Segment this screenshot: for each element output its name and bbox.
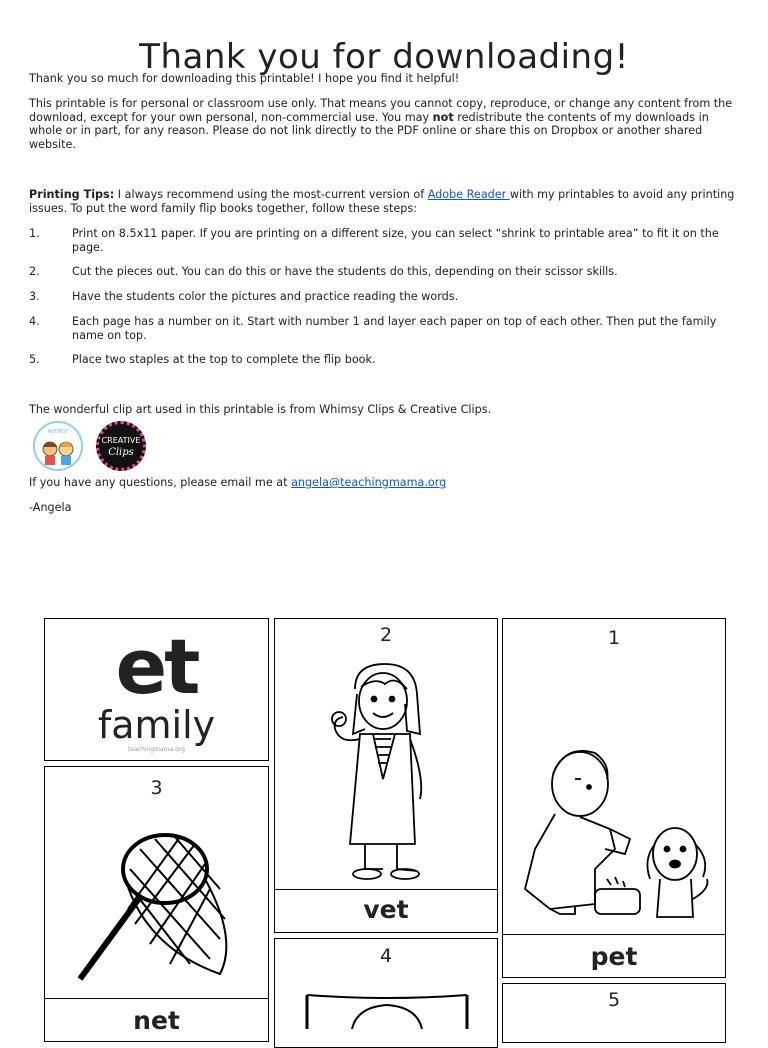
vet-card bbox=[274, 618, 498, 891]
usage-paragraph bbox=[29, 97, 739, 151]
card-word: pet bbox=[590, 942, 638, 971]
card-number: 3 bbox=[150, 777, 163, 799]
step-text: Have the students color the pictures and practice reading the words. bbox=[72, 290, 459, 303]
printing-tips-label: Printing Tips: bbox=[29, 188, 115, 201]
card-number: 1 bbox=[607, 627, 621, 649]
card-number: 2 bbox=[379, 624, 393, 646]
usage-text-2: redistribute the contents of my downloads in whole or in part, for any reason. Please do not link directly to the PDF online or share this on Dropbox or another shared website. bbox=[29, 110, 709, 151]
step-text: Each page has a number on it. Start with number 1 and layer each paper on top of each other. Then put the family name on top. bbox=[72, 315, 717, 342]
step-number: 1. bbox=[29, 227, 40, 240]
whimsy-kids-icon bbox=[35, 423, 81, 469]
step-text: Cut the pieces out. You can do this or have the students do this, depending on their scissor skills. bbox=[72, 265, 618, 278]
tips-text-2: with my printables to avoid any printing issues. To put the word family flip books together, follow these steps: bbox=[29, 188, 735, 215]
tips-text-1: I always recommend using the most-current version of bbox=[114, 188, 428, 201]
clips-logo-text: Clips bbox=[108, 447, 134, 458]
net-word-card bbox=[44, 998, 269, 1042]
step-number: 3. bbox=[29, 290, 40, 303]
clothesline-icon bbox=[297, 989, 477, 1029]
card-word: vet bbox=[363, 895, 409, 924]
step-text: Print on 8.5x11 paper. If you are printing on a different size, you can select “shrink to printable area” to fit it on the page. bbox=[72, 227, 719, 254]
pet-word-card bbox=[502, 934, 726, 978]
usage-text-1: This printable is for personal or classroom use only. That means you cannot copy, reproduce, or change any content from the download, except for your own personal, non-commercial use. You may bbox=[29, 97, 733, 124]
adobe-reader-link[interactable]: Adobe Reader bbox=[427, 188, 510, 201]
email-link[interactable]: angela@teachingmama.org bbox=[291, 476, 447, 489]
family-label: family bbox=[97, 703, 216, 747]
step-number: 4. bbox=[29, 315, 40, 328]
site-watermark: teachingmama.org bbox=[128, 746, 185, 753]
card-5 bbox=[502, 983, 726, 1043]
step-number: 2. bbox=[29, 265, 40, 278]
step-number: 5. bbox=[29, 353, 40, 366]
creative-logo-text: CREATIVE bbox=[101, 436, 141, 445]
contact-text: If you have any questions, please email me at bbox=[29, 476, 292, 489]
butterfly-net-icon bbox=[70, 829, 250, 989]
net-card bbox=[44, 766, 269, 1000]
creative-clips-text-icon bbox=[99, 424, 143, 468]
intro-text: Thank you so much for downloading this printable! I hope you find it helpful! bbox=[29, 72, 460, 85]
usage-bold: not bbox=[432, 110, 454, 124]
vet-word-card bbox=[274, 889, 498, 933]
whimsy-logo-text: WHIMSY bbox=[47, 429, 69, 435]
boy-feeding-dog-icon bbox=[515, 739, 715, 929]
pet-card bbox=[502, 618, 726, 936]
page-title: Thank you for downloading! bbox=[139, 36, 629, 77]
step-text: Place two staples at the top to complete the flip book. bbox=[72, 353, 376, 366]
signoff-text: -Angela bbox=[29, 501, 72, 514]
card-word: net bbox=[133, 1006, 180, 1035]
printing-tips-paragraph bbox=[29, 188, 739, 215]
card-number: 4 bbox=[379, 945, 393, 967]
contact-paragraph bbox=[29, 476, 739, 490]
credits-text: The wonderful clip art used in this printable is from Whimsy Clips & Creative Clips. bbox=[29, 403, 492, 416]
creative-clips-logo bbox=[96, 421, 146, 471]
whimsy-clips-logo bbox=[33, 421, 83, 471]
family-card bbox=[44, 618, 269, 761]
family-name-big: et bbox=[115, 622, 198, 711]
card-4 bbox=[274, 938, 498, 1048]
veterinarian-girl-icon bbox=[325, 659, 445, 884]
card-number: 5 bbox=[607, 989, 621, 1011]
